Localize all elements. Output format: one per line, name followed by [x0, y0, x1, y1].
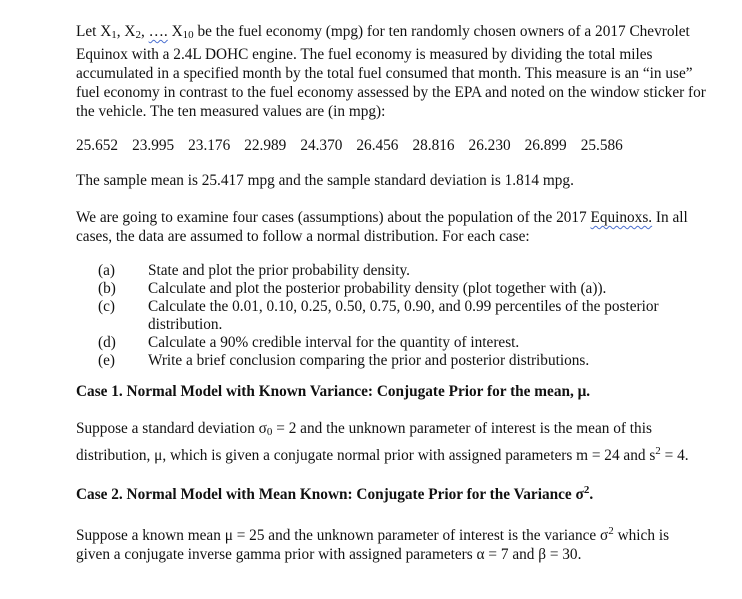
- intro-text: be the fuel economy (mpg) for ten randomly chosen owners of a 2017 Chevrolet Equinox with a 2.4L DOHC engine. The fuel economy is measured by dividing the total miles accumulated in a specified month by the total fuel consumed that month. This measure is an “in use” fuel economy in contrast to the fuel economy assessed by the EPA and noted on the window sticker for the vehicle. The ten measured values are (in mpg):: [76, 23, 706, 120]
- task-item: [98, 298, 706, 334]
- task-text: Calculate the 0.01, 0.10, 0.25, 0.50, 0.75, 0.90, and 0.99 percentiles of the posterior distribution.: [148, 298, 659, 333]
- mean-sentence: The sample mean is 25.417 mpg and the sample standard deviation is 1.814 mpg.: [76, 172, 574, 189]
- task-label: (e): [98, 352, 115, 369]
- value-item: 23.995: [132, 137, 175, 154]
- superscript: 2: [583, 484, 590, 496]
- task-item: [98, 334, 706, 352]
- case1-text: = 4.: [660, 447, 689, 464]
- task-item: [98, 280, 706, 298]
- task-item: [98, 352, 706, 370]
- task-item: [98, 262, 706, 280]
- case2-paragraph: [76, 522, 706, 564]
- subscript: 1: [111, 29, 117, 41]
- task-list: [98, 262, 706, 370]
- value-item: 25.586: [580, 137, 623, 154]
- case1-heading: Case 1. Normal Model with Known Variance: Conjugate Prior for the mean, μ.: [76, 383, 591, 400]
- document-page: [76, 22, 706, 580]
- value-item: 23.176: [188, 137, 231, 154]
- cases-intro-text: In all cases, the data are assumed to follow a normal distribution. For each case:: [76, 209, 688, 245]
- task-label: (d): [98, 334, 116, 351]
- value-item: 26.456: [356, 137, 399, 154]
- intro-text: X: [167, 23, 183, 40]
- task-text: State and plot the prior probability density.: [148, 262, 410, 279]
- subscript: 10: [182, 29, 194, 41]
- task-label: (c): [98, 298, 115, 315]
- case2-text: which is given a conjugate inverse gamma prior with assigned parameters α = 7 and β = 30.: [76, 527, 670, 563]
- intro-text: , X: [116, 23, 136, 40]
- spellcheck-word: Equinoxs.: [590, 209, 653, 226]
- task-text: Calculate a 90% credible interval for the quantity of interest.: [148, 334, 520, 351]
- subscript: 0: [266, 426, 273, 438]
- cases-intro-paragraph: [76, 208, 706, 246]
- case2-heading-text: .: [589, 486, 594, 503]
- case1-text: Suppose a standard deviation σ: [76, 420, 267, 437]
- intro-text: ,: [140, 23, 149, 40]
- superscript: 2: [655, 445, 661, 457]
- task-label: (b): [98, 280, 116, 297]
- intro-paragraph: [76, 22, 706, 121]
- task-label: (a): [98, 262, 115, 279]
- value-item: 28.816: [412, 137, 455, 154]
- case2-heading-text: Case 2. Normal Model with Mean Known: Conjugate Prior for the Variance σ: [76, 486, 584, 503]
- case1-paragraph: [76, 419, 706, 465]
- case2-text: Suppose a known mean μ = 25 and the unknown parameter of interest is the variance σ: [76, 527, 609, 544]
- cases-intro-text: We are going to examine four cases (assumptions) about the population of the 2017: [76, 209, 591, 226]
- task-text: Write a brief conclusion comparing the prior and posterior distributions.: [148, 352, 590, 369]
- value-item: 26.230: [468, 137, 511, 154]
- task-text: Calculate and plot the posterior probability density (plot together with (a)).: [148, 280, 607, 297]
- case2-heading: [76, 481, 706, 504]
- superscript: 2: [608, 525, 614, 537]
- case1-text: = 2 and the unknown parameter of interest is the mean of this distribution, μ, which is given a conjugate normal prior with assigned parameters m = 24 and s: [76, 420, 656, 464]
- value-item: 26.899: [524, 137, 567, 154]
- value-item: 22.989: [244, 137, 287, 154]
- subscript: 2: [135, 29, 141, 41]
- intro-text: Let X: [76, 23, 112, 40]
- value-item: 24.370: [300, 137, 343, 154]
- measured-values: [76, 137, 706, 155]
- value-item: 25.652: [76, 137, 119, 154]
- spellcheck-ellipsis: ….: [148, 23, 168, 40]
